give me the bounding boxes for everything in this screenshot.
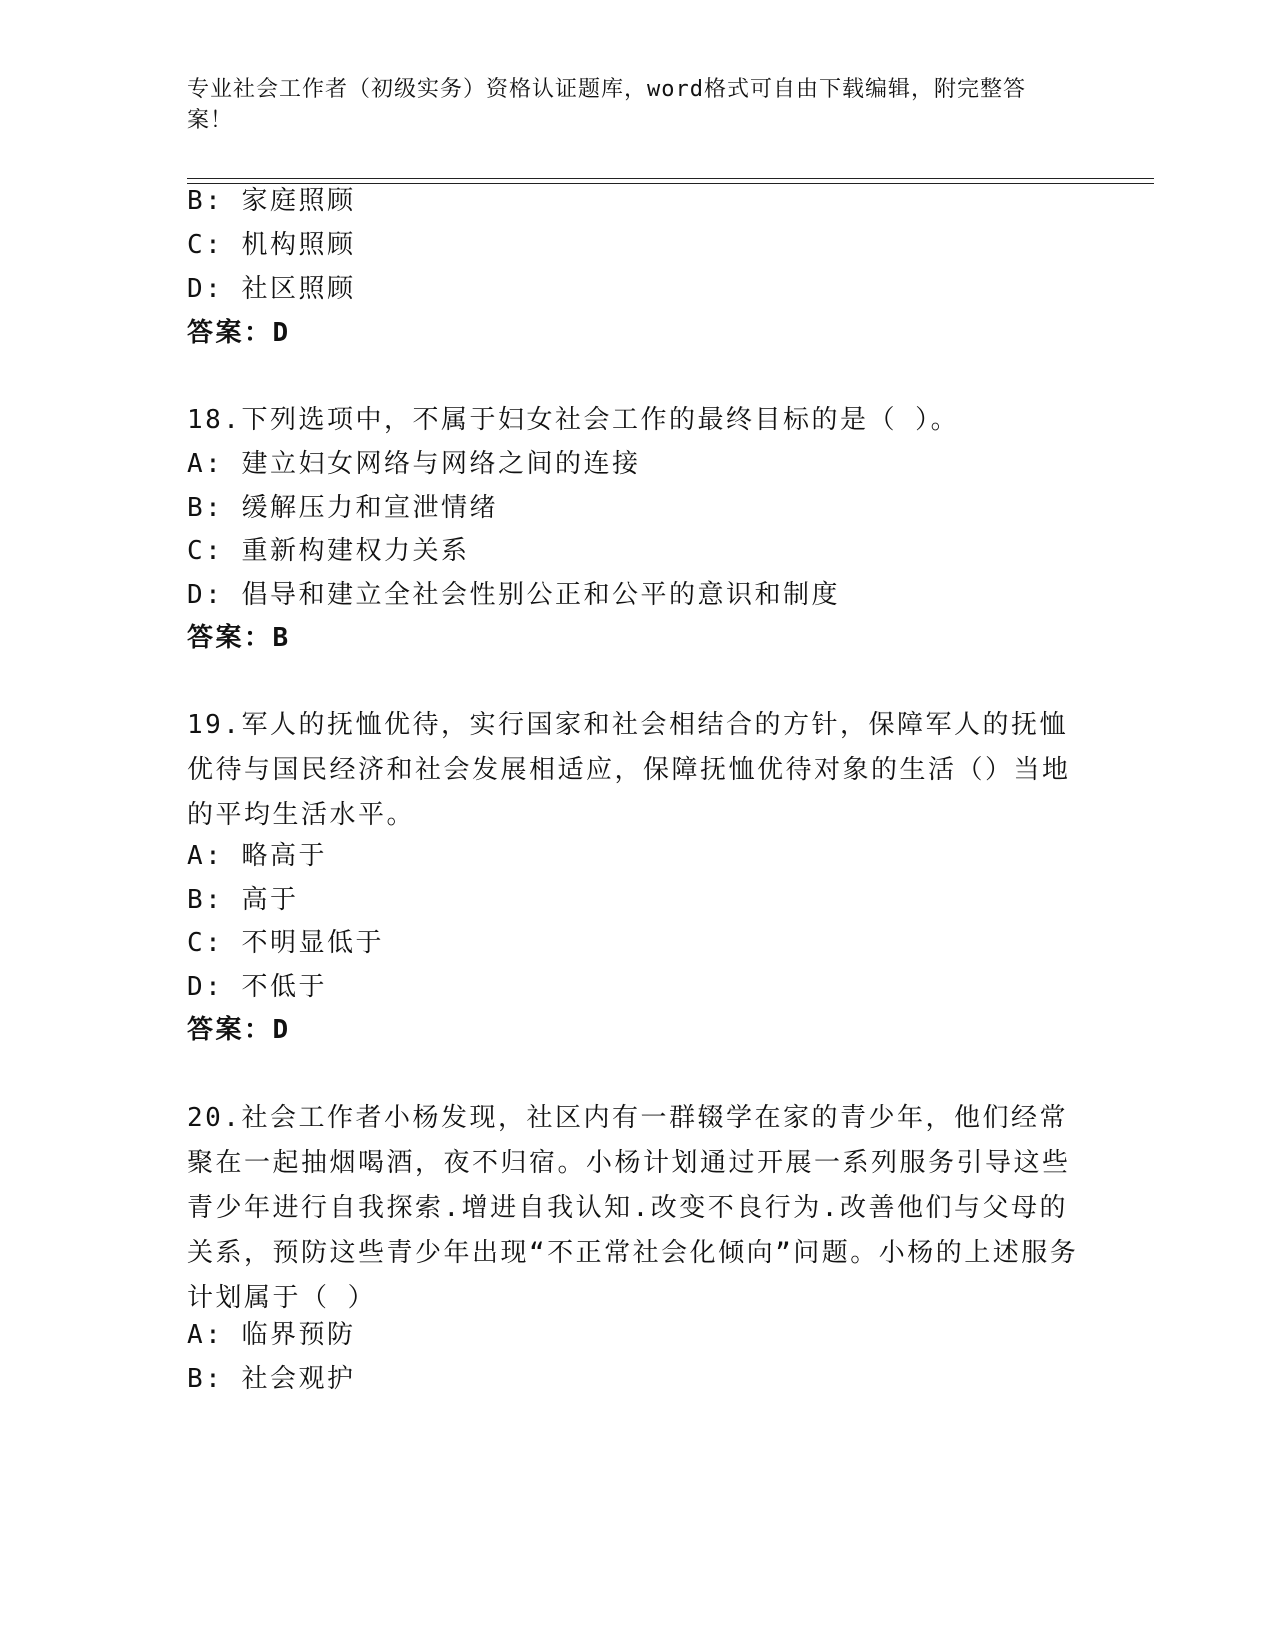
header-divider-top <box>187 178 1154 179</box>
q19-option-a: A: 略高于 <box>187 841 327 871</box>
q19-stem: 19.军人的抚恤优待，实行国家和社会相结合的方针，保障军人的抚恤优待与国民经济和社会发展相适应，保障抚恤优待对象的生活（）当地的平均生活水平。 <box>187 710 1071 830</box>
q18-option-d: D: 倡导和建立全社会性别公正和公平的意识和制度 <box>187 580 840 610</box>
q18-option-c: C: 重新构建权力关系 <box>187 536 470 566</box>
q18-answer: 答案：B <box>187 623 291 653</box>
header-divider-bottom <box>187 183 1154 184</box>
q20-stem: 20.社会工作者小杨发现，社区内有一群辍学在家的青少年，他们经常聚在一起抽烟喝酒，夜不归宿。小杨计划通过开展一系列服务引导这些青少年进行自我探索.增进自我认知.改变不良行为.改善他们与父母的关系，预防这些青少年出现“不正常社会化倾向”问题。小杨的上述服务计划属于（ ） <box>187 1103 1079 1313</box>
q17-answer: 答案：D <box>187 318 291 348</box>
q20-option-b: B: 社会观护 <box>187 1364 356 1394</box>
q18-stem: 18.下列选项中，不属于妇女社会工作的最终目标的是（ ）。 <box>187 405 960 435</box>
q17-option-b: B: 家庭照顾 <box>187 186 356 216</box>
q19-option-d: D: 不低于 <box>187 972 327 1002</box>
q18-option-b: B: 缓解压力和宣泄情绪 <box>187 493 498 523</box>
q20-option-a: A: 临界预防 <box>187 1320 356 1350</box>
q19-option-c: C: 不明显低于 <box>187 928 384 958</box>
q19-option-b: B: 高于 <box>187 885 299 915</box>
q17-option-c: C: 机构照顾 <box>187 230 356 260</box>
q17-option-d: D: 社区照顾 <box>187 274 356 304</box>
q19-answer: 答案：D <box>187 1015 291 1045</box>
q18-option-a: A: 建立妇女网络与网络之间的连接 <box>187 449 641 479</box>
document-header: 专业社会工作者（初级实务）资格认证题库，word格式可自由下载编辑，附完整答案！ <box>187 77 1026 133</box>
